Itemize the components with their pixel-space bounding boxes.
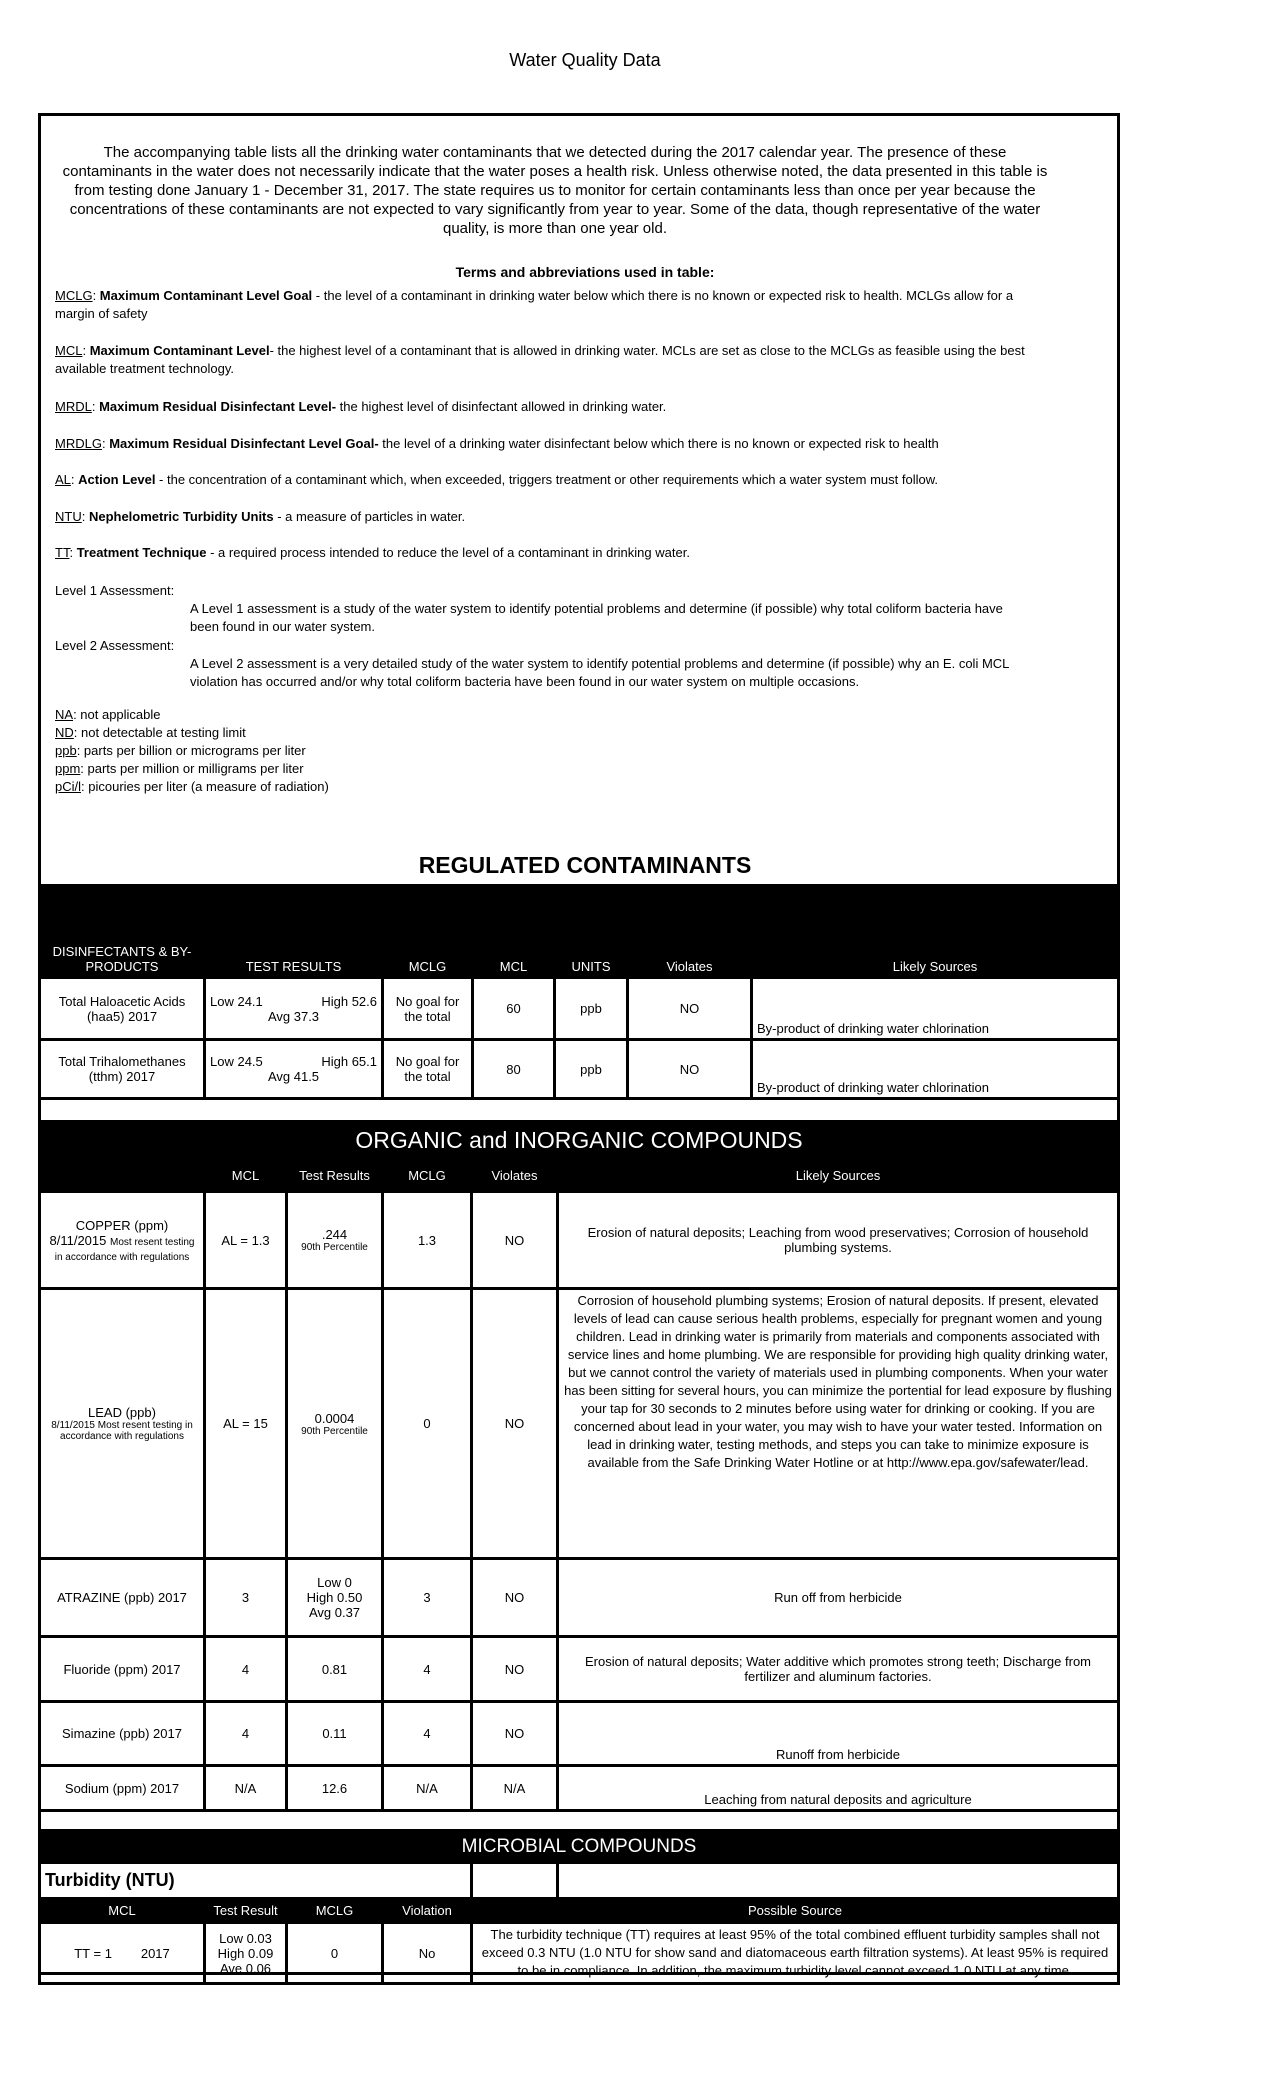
mcl-value: 80 (473, 1040, 555, 1099)
organic-title: ORGANIC and INORGANIC COMPOUNDS (40, 1122, 1119, 1160)
term-ntu: NTU: Nephelometric Turbidity Units - a measure of particles in water. (55, 509, 466, 524)
page-title: Water Quality Data (509, 50, 661, 70)
table-row (40, 1559, 1119, 1637)
mclg-value: 3 (383, 1559, 472, 1637)
table-row (40, 1637, 1119, 1702)
term-mrdlg: MRDLG: Maximum Residual Disinfectant Level Goal- the level of a drinking water disinfectant below which there is no known or expected risk to health (55, 436, 939, 451)
likely-source: By-product of drinking water chlorination (752, 978, 1119, 1040)
abbrev-value: : not detectable at testing limit (73, 725, 246, 740)
mclg-value: 0 (287, 1923, 383, 1984)
empty-cell (472, 1863, 558, 1899)
term-desc: - the level of a contaminant in drinking water below which there is no known or expected risk to health. MCLGs allow for a margin of safety (55, 288, 1014, 321)
test-result: 0.81 (287, 1637, 383, 1702)
header-likely-sources: Likely Sources (752, 886, 1119, 978)
term-name: Maximum Residual Disinfectant Level Goal- (109, 436, 379, 451)
header-violates: Violates (628, 886, 752, 978)
high-value: High 65.1 (321, 1054, 377, 1069)
table-row (40, 1040, 1119, 1099)
contaminant-name: Sodium (ppm) 2017 (40, 1766, 205, 1811)
regulated-table (38, 884, 1120, 1130)
contaminant-name: Simazine (ppb) 2017 (40, 1702, 205, 1766)
term-abbr: AL (55, 472, 71, 487)
level1-desc: A Level 1 assessment is a study of the water system to identify potential problems and determine (if possible) why total coliform bacteria have been found in our water system. (190, 601, 1003, 634)
regulated-title: REGULATED CONTAMINANTS (418, 852, 752, 878)
avg-value: Avg 41.5 (267, 1069, 320, 1084)
percentile: 90th Percentile (301, 1242, 368, 1253)
term-mcl: MCL: Maximum Contaminant Level- the highest level of a contaminant that is allowed in drinking water. MCLs are set as close to the MCLGs as feasible using the best available treatment technology. (55, 343, 1025, 376)
contaminant-name: ATRAZINE (ppb) 2017 (40, 1559, 205, 1637)
result-value: .244 (321, 1227, 348, 1242)
year-text: 2017 (140, 1945, 170, 1961)
mcl-value: AL = 15 (205, 1289, 287, 1559)
terms-title: Terms and abbreviations used in table: (455, 264, 715, 280)
mcl-text: TT = 1 (74, 1945, 112, 1961)
mcl-value: 3 (205, 1559, 287, 1637)
high-value: High 52.6 (321, 993, 377, 1009)
low-value: Low 0.03 (219, 1930, 272, 1946)
violates-value: NO (472, 1559, 558, 1637)
abbrev-ppb (55, 742, 306, 760)
contaminant-name: Fluoride (ppm) 2017 (40, 1637, 205, 1702)
header-mclg: MCLG (383, 886, 473, 978)
table-row (40, 1702, 1119, 1766)
result-value: 0.0004 (314, 1410, 355, 1426)
level2-label: Level 2 Assessment: (55, 638, 175, 653)
empty-cell (558, 1863, 1119, 1899)
level2-desc: A Level 2 assessment is a very detailed study of the water system to identify potential problems and determine (if possible) why an E. coli MCL violation has occurred and/or why total coliform bacteria have been found in our water system on multiple occasions. (190, 656, 1009, 689)
test-note: Most resent testing in accordance with regulations (60, 1420, 193, 1442)
mclg-value: No goal for the total (383, 978, 473, 1040)
name-text: COPPER (ppm) (75, 1217, 169, 1233)
abbrev-na (55, 706, 161, 724)
violates-value: NO (628, 978, 752, 1040)
test-result (205, 1923, 287, 1984)
abbrev-key: ppm (55, 761, 81, 776)
term-abbr: MRDLG (55, 436, 102, 451)
mclg-value: 1.3 (383, 1192, 472, 1289)
mclg-value: 4 (383, 1637, 472, 1702)
abbrev-key: pCi/l (55, 779, 82, 794)
abbrev-pci (55, 778, 329, 796)
high-value: High 0.09 (217, 1945, 274, 1961)
table-row (40, 1923, 1119, 1984)
low-value: Low 0 (317, 1575, 352, 1590)
organic-table (38, 1120, 1120, 1812)
term-al: AL: Action Level - the concentration of a contaminant which, when exceeded, triggers treatment or other requirements which a water system must follow. (55, 472, 938, 487)
test-results (205, 978, 383, 1040)
mcl-value: AL = 1.3 (205, 1192, 287, 1289)
table-row (40, 978, 1119, 1040)
violates-value: NO (472, 1289, 558, 1559)
term-abbr: NTU (55, 509, 82, 524)
low-value: Low 24.1 (210, 993, 263, 1009)
abbrev-value: : parts per million or milligrams per liter (80, 761, 304, 776)
test-date: 8/11/2015 (49, 1232, 107, 1248)
abbrev-key: ND (55, 725, 74, 740)
header-mcl: MCL (205, 1160, 287, 1192)
term-name: Treatment Technique (76, 545, 207, 560)
violates-value: NO (472, 1702, 558, 1766)
header-disinfectants: DISINFECTANTS & BY-PRODUCTS (40, 886, 205, 978)
ave-value: Ave 0.06 (219, 1960, 272, 1976)
header-possible-source: Possible Source (472, 1899, 1119, 1923)
microbial-table (38, 1829, 1120, 1985)
likely-source: By-product of drinking water chlorination (752, 1040, 1119, 1099)
mcl-value (40, 1923, 205, 1984)
header-mclg: MCLG (287, 1899, 383, 1923)
table-row (40, 1289, 1119, 1559)
term-desc: - the concentration of a contaminant which, when exceeded, triggers treatment or other requirements which a water system must follow. (155, 472, 938, 487)
term-name: Maximum Contaminant Level Goal (99, 288, 313, 303)
mcl-value: 4 (205, 1702, 287, 1766)
test-date: 8/11/2015 (51, 1420, 95, 1431)
test-result: 0.11 (287, 1702, 383, 1766)
abbrev-value: : not applicable (73, 707, 161, 722)
term-name: Nephelometric Turbidity Units (88, 509, 274, 524)
violation-value: No (383, 1923, 472, 1984)
likely-source: Corrosion of household plumbing systems; Erosion of natural deposits. If present, elevated levels of lead can cause serious health problems, especially for pregnant women and young children. Lead in drinking water is primarily from materials and components associated with service lines and home plumbing. We are responsible for providing high quality drinking water, but we cannot control the variety of materials used in plumbing components. When your water has been sitting for several hours, you can minimize the portential for lead exposure by flushing your tap for 30 seconds to 2 minutes before using water for drinking or cooking. If you are concerned about lead in your water, you may wish to have your water tested. Information on lead in drinking water, testing methods, and steps you can take to minimize exposure is available from the Safe Drinking Water Hotline or at http://www.epa.gov/safewater/lead. (558, 1289, 1119, 1559)
units-value: ppb (555, 1040, 628, 1099)
contaminant-name: Total Trihalomethanes (tthm) 2017 (40, 1040, 205, 1099)
avg-value: Avg 37.3 (267, 1008, 320, 1024)
term-abbr: TT (55, 545, 70, 560)
header-empty (40, 1160, 205, 1192)
percentile: 90th Percentile (301, 1425, 368, 1437)
header-mcl: MCL (473, 886, 555, 978)
likely-source: Runoff from herbicide (558, 1702, 1119, 1766)
contaminant-name (40, 1192, 205, 1289)
contaminant-name: Total Haloacetic Acids (haa5) 2017 (40, 978, 205, 1040)
table-row (40, 1766, 1119, 1811)
violates-value: N/A (472, 1766, 558, 1811)
mcl-value: 4 (205, 1637, 287, 1702)
abbrev-value: : parts per billion or micrograms per liter (76, 743, 306, 758)
abbrev-ppm (55, 760, 304, 778)
violates-value: NO (472, 1192, 558, 1289)
mclg-value: N/A (383, 1766, 472, 1811)
name-text: LEAD (ppb) (88, 1405, 156, 1420)
likely-source: Erosion of natural deposits; Leaching from wood preservatives; Corrosion of household plumbing systems. (558, 1192, 1119, 1289)
term-abbr: MCLG (55, 288, 93, 303)
term-name: Action Level (78, 472, 156, 487)
mcl-value: N/A (205, 1766, 287, 1811)
likely-source: Leaching from natural deposits and agriculture (558, 1766, 1119, 1811)
mclg-value: No goal for the total (383, 1040, 473, 1099)
abbrev-key: NA (55, 707, 74, 722)
test-note: Most resent testing in accordance with regulations (54, 1236, 195, 1263)
header-test-result: Test Result (205, 1899, 287, 1923)
header-violation: Violation (383, 1899, 472, 1923)
header-mclg: MCLG (383, 1160, 472, 1192)
term-desc: the highest level of disinfectant allowed in drinking water. (336, 399, 667, 414)
header-mcl: MCL (40, 1899, 205, 1923)
abbrev-nd (55, 724, 246, 742)
likely-source: Erosion of natural deposits; Water additive which promotes strong teeth; Discharge from fertilizer and aluminum factories. (558, 1637, 1119, 1702)
contaminant-name (40, 1289, 205, 1559)
term-abbr: MCL (55, 343, 83, 358)
term-tt: TT: Treatment Technique - a required process intended to reduce the level of a contaminant in drinking water. (55, 545, 690, 560)
likely-source: Run off from herbicide (558, 1559, 1119, 1637)
term-desc: the level of a drinking water disinfectant below which there is no known or expected risk to health (378, 436, 939, 451)
mclg-value: 0 (383, 1289, 472, 1559)
high-value: High 0.50 (306, 1590, 363, 1605)
term-desc: - the highest level of a contaminant that is allowed in drinking water. MCLs are set as close to the MCLGs as feasible using the best available treatment technology. (55, 343, 1025, 376)
term-name: Maximum Contaminant Level (89, 343, 270, 358)
mcl-value: 60 (473, 978, 555, 1040)
term-desc: - a required process intended to reduce the level of a contaminant in drinking water. (206, 545, 690, 560)
header-violates: Violates (472, 1160, 558, 1192)
header-test-results: Test Results (287, 1160, 383, 1192)
header-likely-sources: Likely Sources (558, 1160, 1119, 1192)
units-value: ppb (555, 978, 628, 1040)
term-mclg: MCLG: Maximum Contaminant Level Goal - the level of a contaminant in drinking water below which there is no known or expected risk to health. MCLGs allow for a margin of safety (55, 288, 1014, 321)
violates-value: NO (628, 1040, 752, 1099)
term-desc: - a measure of particles in water. (273, 509, 466, 524)
test-result (287, 1559, 383, 1637)
table-row (40, 1192, 1119, 1289)
header-units: UNITS (555, 886, 628, 978)
turbidity-subtitle: Turbidity (NTU) (40, 1863, 472, 1899)
term-name: Maximum Residual Disinfectant Level- (99, 399, 337, 414)
mclg-value: 4 (383, 1702, 472, 1766)
test-results (205, 1040, 383, 1099)
level1-label: Level 1 Assessment: (55, 583, 175, 598)
violates-value: NO (472, 1637, 558, 1702)
test-result: 12.6 (287, 1766, 383, 1811)
avg-value: Avg 0.37 (308, 1605, 361, 1620)
test-result (287, 1192, 383, 1289)
test-result (287, 1289, 383, 1559)
intro-paragraph: The accompanying table lists all the drinking water contaminants that we detected during the 2017 calendar year. The presence of these contaminants in the water does not necessarily indicate that the water poses a health risk. Unless otherwise noted, the data presented in this table is from testing done January 1 - December 31, 2017. The state requires us to monitor for certain contaminants less than once per year because the concentrations of these contaminants are not expected to vary significantly from year to year. Some of the data, though representative of the water quality, is more than one year old. (62, 144, 1048, 237)
term-abbr: MRDL (55, 399, 92, 414)
abbrev-key: ppb (55, 743, 77, 758)
possible-source: The turbidity technique (TT) requires at least 95% of the total combined effluent turbidity samples shall not exceed 0.3 NTU (1.0 NTU for show sand and diatomaceous earth filtration systems). At least 95% is required to be in compliance. In addition, the maximum turbidity level cannot exceed 1.0 NTU at any time. (472, 1923, 1119, 1984)
abbrev-value: : picouries per liter (a measure of radiation) (81, 779, 329, 794)
term-mrdl: MRDL: Maximum Residual Disinfectant Level- the highest level of disinfectant allowed in drinking water. (55, 399, 667, 414)
low-value: Low 24.5 (210, 1054, 263, 1069)
microbial-title: MICROBIAL COMPOUNDS (40, 1831, 1119, 1863)
header-test-results: TEST RESULTS (205, 886, 383, 978)
